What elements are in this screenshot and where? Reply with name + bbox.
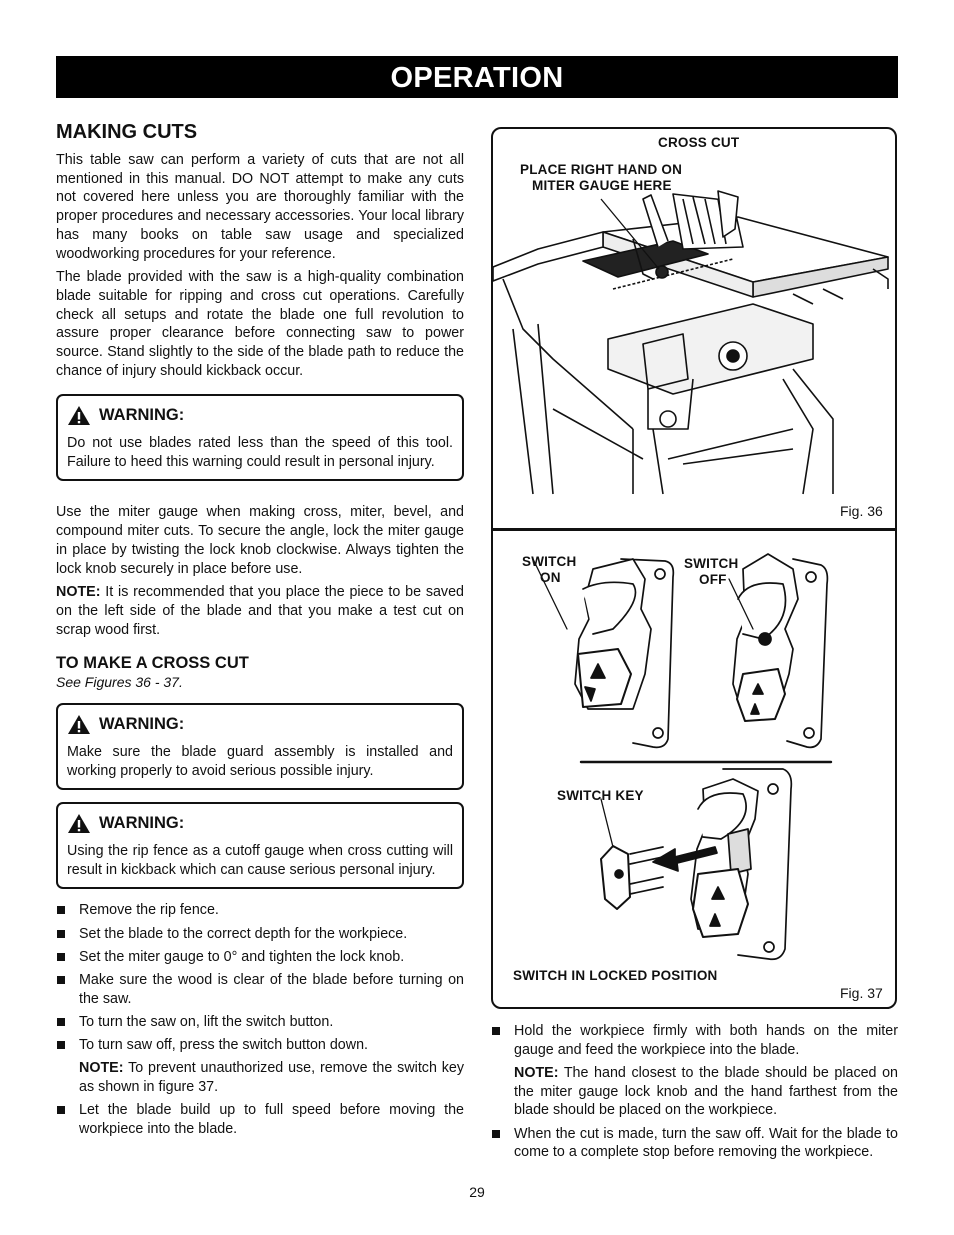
bullet-square-icon [57, 906, 65, 914]
list-item: Hold the workpiece firmly with both hands on the miter gauge and feed the workpiece into the blade. [491, 1022, 898, 1059]
warning-text: Make sure the blade guard assembly is installed and working properly to avoid serious possible injury. [67, 744, 453, 780]
note-text: To prevent unauthorized use, remove the switch key as shown in figure 37. [79, 1060, 464, 1095]
warning-triangle-icon [67, 813, 91, 834]
warning-text: Do not use blades rated less than the speed of this tool. Failure to heed this warning could result in personal injury. [67, 435, 453, 471]
bullet-square-icon [492, 1130, 500, 1138]
switch-off-label-line2: OFF [699, 572, 727, 587]
subsection-heading: TO MAKE A CROSS CUT [56, 654, 249, 673]
warning-title: WARNING: [99, 406, 185, 425]
bullet-square-icon [57, 1106, 65, 1114]
list-item: Let the blade build up to full speed before moving the workpiece into the blade. [56, 1101, 464, 1138]
switch-key-note [56, 1059, 464, 1096]
note-paragraph [56, 583, 464, 639]
section-banner: OPERATION [56, 56, 898, 98]
see-figures-reference: See Figures 36 - 37. [56, 674, 183, 691]
warning-title: WARNING: [99, 715, 185, 734]
warning-box-guard [56, 703, 464, 790]
warning-box-blades [56, 394, 464, 481]
note-label: NOTE: [79, 1060, 124, 1077]
switch-locked-label: SWITCH IN LOCKED POSITION [513, 968, 718, 983]
intro-paragraph: This table saw can perform a variety of cuts that are not all mentioned in this manual. DO NOT attempt to make any cuts not covered here unless you are thoroughly familiar with the proper procedures and necessary accessories. Your local library has many books on table saw usage and specialized woodworking procedures for your reference. [56, 152, 464, 262]
right-steps [491, 1022, 898, 1059]
switch-key-label: SWITCH KEY [557, 788, 644, 803]
list-item: Set the miter gauge to 0° and tighten the lock knob. [56, 948, 464, 967]
list-item: Make sure the wood is clear of the blade before turning on the saw. [56, 971, 464, 1008]
table-saw-illustration [493, 129, 895, 499]
bullet-square-icon [57, 930, 65, 938]
right-column [491, 127, 898, 1166]
bullet-square-icon [57, 1018, 65, 1026]
bullet-square-icon [492, 1027, 500, 1035]
warning-box-rip-fence [56, 802, 464, 889]
blade-paragraph: The blade provided with the saw is a high-quality combination blade suitable for ripping and cross cut operations. Carefully check all setups and rotate the blade one full revolution to assure proper clearance before connecting saw to power source. Stand slightly to the side of the blade path to reduce the chance of injury should kickback occur. [56, 269, 464, 379]
note-label: NOTE: [514, 1064, 559, 1081]
bullet-square-icon [57, 976, 65, 984]
bullet-square-icon [57, 953, 65, 961]
list-item: Set the blade to the correct depth for the workpiece. [56, 925, 464, 944]
warning-header [67, 813, 453, 834]
list-item: To turn the saw on, lift the switch button. [56, 1013, 464, 1032]
warning-triangle-icon [67, 405, 91, 426]
fig37-caption: Fig. 37 [840, 985, 883, 1001]
list-item: To turn saw off, press the switch button down. [56, 1036, 464, 1055]
warning-title: WARNING: [99, 814, 185, 833]
fig36-title: CROSS CUT [658, 135, 740, 150]
bullet-square-icon [57, 1041, 65, 1049]
switch-on-label-line2: ON [540, 570, 561, 585]
warning-header [67, 405, 453, 426]
figure-box [491, 127, 897, 1009]
warning-text: Using the rip fence as a cutoff gauge when cross cutting will result in kickback which can cause serious personal injury. [67, 843, 453, 879]
switch-off-label-line1: SWITCH [684, 556, 739, 571]
section-heading: MAKING CUTS [56, 121, 198, 143]
list-item: Remove the rip fence. [56, 901, 464, 920]
page-number: 29 [469, 1184, 485, 1200]
warning-triangle-icon [67, 714, 91, 735]
fig36-caption: Fig. 36 [840, 503, 883, 519]
note-label: NOTE: [56, 584, 101, 601]
cross-cut-steps-cont [56, 1101, 464, 1138]
note-text: It is recommended that you place the piece to be saved on the left side of the blade and that you make a test cut on scrap wood first. [56, 584, 464, 638]
hand-placement-note [491, 1064, 898, 1120]
list-item: When the cut is made, turn the saw off. Wait for the blade to come to a complete stop before removing the workpiece. [491, 1125, 898, 1162]
fig36-callout-line2: MITER GAUGE HERE [532, 178, 672, 193]
switch-illustrations [493, 529, 895, 999]
note-text: The hand closest to the blade should be placed on the miter gauge lock knob and the hand farthest from the blade should be placed on the workpiece. [514, 1064, 898, 1119]
warning-header [67, 714, 453, 735]
switch-on-label-line1: SWITCH [522, 554, 577, 569]
cross-cut-steps [56, 901, 464, 1054]
right-steps-cont [491, 1125, 898, 1162]
fig36-callout-line1: PLACE RIGHT HAND ON [520, 162, 683, 177]
left-column [56, 121, 464, 1143]
miter-gauge-paragraph: Use the miter gauge when making cross, miter, bevel, and compound miter cuts. To secure the angle, lock the miter gauge in place by twisting the lock knob clockwise. Always tighten the lock knob securely in place before use. [56, 504, 464, 577]
